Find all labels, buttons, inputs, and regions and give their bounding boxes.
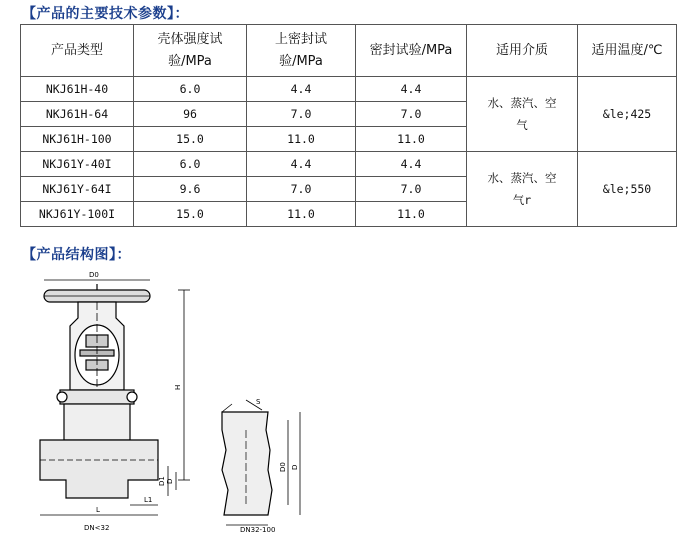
cell-medium-group-2 bbox=[467, 152, 578, 227]
caption-dn-less-32: DN<32 bbox=[84, 524, 110, 532]
cell-shell: 6.0 bbox=[134, 77, 247, 102]
cell-shell: 6.0 bbox=[134, 152, 247, 177]
cell-upper: 4.4 bbox=[247, 77, 356, 102]
header-temperature: 适用温度/℃ bbox=[578, 25, 677, 77]
header-upper-line1: 上密封试 bbox=[274, 31, 327, 47]
cell-medium-group-1 bbox=[467, 77, 578, 152]
cell-model: NKJ61Y-64I bbox=[21, 177, 134, 202]
label-d: D bbox=[291, 464, 299, 470]
label-l1: L1 bbox=[144, 496, 153, 504]
cell-upper: 4.4 bbox=[247, 152, 356, 177]
medium-line1: 水、蒸汽、空 bbox=[487, 96, 557, 110]
cell-upper: 11.0 bbox=[247, 127, 356, 152]
cell-model: NKJ61Y-40I bbox=[21, 152, 134, 177]
label-s: S bbox=[256, 398, 261, 406]
cell-seal: 7.0 bbox=[356, 102, 467, 127]
pipe-end-icon bbox=[222, 412, 272, 515]
label-d1: D1 bbox=[158, 476, 166, 486]
medium-line2: 气r bbox=[512, 193, 532, 207]
medium-line2: 气 bbox=[516, 118, 528, 132]
cell-upper: 7.0 bbox=[247, 177, 356, 202]
label-d0: D0 bbox=[89, 271, 99, 279]
cell-seal: 7.0 bbox=[356, 177, 467, 202]
valve-structure-drawing bbox=[0, 262, 685, 537]
cell-upper: 11.0 bbox=[247, 202, 356, 227]
label-l: L bbox=[96, 506, 100, 514]
valve-end-section-view bbox=[222, 400, 300, 525]
header-shell-line1: 壳体强度试 bbox=[157, 31, 223, 47]
table-header-row bbox=[21, 25, 677, 77]
cell-upper: 7.0 bbox=[247, 102, 356, 127]
header-upper-line2: 验/MPa bbox=[279, 53, 323, 69]
table-row bbox=[21, 77, 677, 102]
valve-body-icon bbox=[40, 440, 158, 498]
cell-shell: 15.0 bbox=[134, 127, 247, 152]
cell-temp-group-1: &le;425 bbox=[578, 77, 677, 152]
structure-section-title: 【产品结构图】： bbox=[22, 247, 131, 263]
label-dd: D0 bbox=[279, 462, 287, 472]
cell-shell: 9.6 bbox=[134, 177, 247, 202]
header-upper-seal-test bbox=[247, 25, 356, 77]
parameters-table bbox=[20, 24, 677, 227]
label-d2: D bbox=[166, 478, 174, 484]
header-model: 产品类型 bbox=[21, 25, 134, 77]
medium-line1: 水、蒸汽、空 bbox=[487, 171, 557, 185]
cell-seal: 4.4 bbox=[356, 152, 467, 177]
cell-model: NKJ61H-40 bbox=[21, 77, 134, 102]
cell-model: NKJ61Y-100I bbox=[21, 202, 134, 227]
caption-dn32-100: DN32-100 bbox=[240, 526, 276, 534]
header-shell-line2: 验/MPa bbox=[168, 53, 212, 69]
header-seal-test: 密封试验/MPa bbox=[356, 25, 467, 77]
header-medium: 适用介质 bbox=[467, 25, 578, 77]
cell-seal: 11.0 bbox=[356, 127, 467, 152]
table-row bbox=[21, 152, 677, 177]
label-h: H bbox=[174, 384, 182, 390]
cell-model: NKJ61H-100 bbox=[21, 127, 134, 152]
header-shell-test bbox=[134, 25, 247, 77]
cell-seal: 4.4 bbox=[356, 77, 467, 102]
cell-temp-group-2: &le;550 bbox=[578, 152, 677, 227]
cell-model: NKJ61H-64 bbox=[21, 102, 134, 127]
cell-seal: 11.0 bbox=[356, 202, 467, 227]
params-section-title: 【产品的主要技术参数】： bbox=[22, 6, 189, 22]
cell-shell: 96 bbox=[134, 102, 247, 127]
cell-shell: 15.0 bbox=[134, 202, 247, 227]
